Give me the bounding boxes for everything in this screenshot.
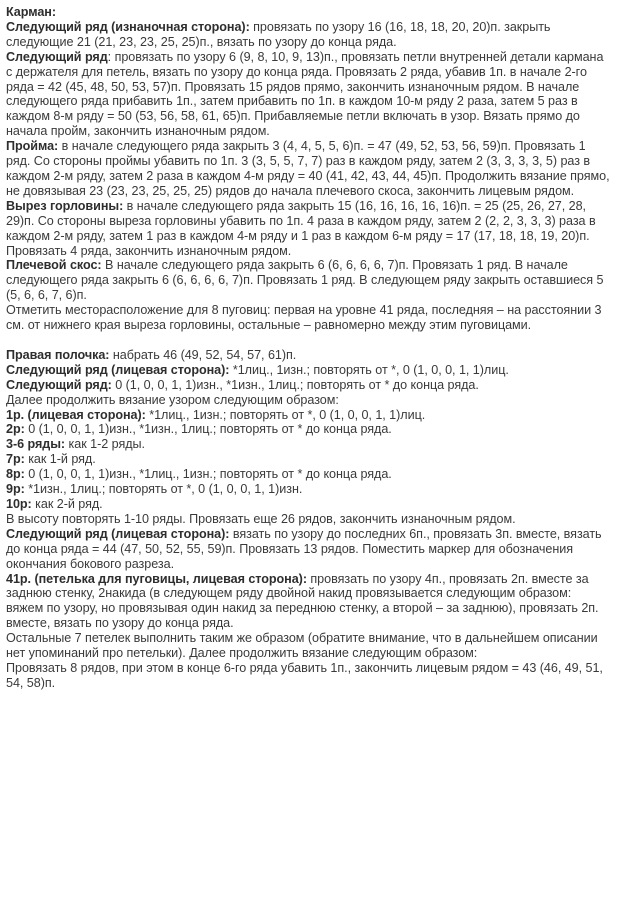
section-spacer <box>6 333 610 348</box>
paragraph: Остальные 7 петелек выполнить таким же образом (обратите внимание, что в дальнейшем описании нет упоминаний про петельки). Далее продолжить вязание следующим образом: <box>6 631 598 661</box>
paragraph: Следующий ряд (изнаночная сторона): провязать по узору 16 (16, 18, 18, 20, 20)п. закрыть следующие 21 (21, 23, 23, 25, 25)п., вязать по узору до конца ряда. <box>6 19 551 49</box>
paragraph-row: 3-6 ряды: как 1-2 ряды. <box>6 437 145 452</box>
paragraph: Следующий ряд: 0 (1, 0, 0, 1, 1)изн., *1изн., 1лиц.; повторять от * до конца ряда. <box>6 377 479 392</box>
paragraph-row: 2р: 0 (1, 0, 0, 1, 1)изн., *1изн., 1лиц.; повторять от * до конца ряда. <box>6 422 392 437</box>
paragraph: Вырез горловины: в начале следующего ряда закрыть 15 (16, 16, 16, 16, 16)п. = 25 (25, 26, 27, 28, 29)п. Со стороны выреза горловины убавить по 1п. 4 раза в каждом ряду, затем 2 (2, 2, 3, 3, 3) раза в каждом 2-м ряду, затем 1 раз в каждом 4-м ряду и 1 раз в каждом 6-м ряду = 17 (17, 18, 18, 19, 20)п. Провязать 4 ряда, закончить изнаночным рядом. <box>6 198 596 258</box>
paragraph: Далее продолжить вязание узором следующим образом: <box>6 392 339 407</box>
paragraph-row: 8р: 0 (1, 0, 0, 1, 1)изн., *1лиц., 1изн.; повторять от * до конца ряда. <box>6 467 392 482</box>
paragraph: Следующий ряд: провязать по узору 6 (9, 8, 10, 9, 13)п., провязать петли внутренней детали кармана с держателя для петель, вязать по узору до конца ряда. Провязать 2 ряда, убавив 1п. в начале 2-го ряда = 42 (45, 48, 50, 53, 57)п. Провязать 15 рядов прямо, закончить изнаночным рядом. В начале следующего ряда прибавить 1п., затем прибавить по 1п. в каждом 10-м ряду 2 раза, затем 5 раз в каждом 8-м ряду = 50 (53, 56, 58, 61, 65)п. Прибавляемые петли включать в узор. Вязать прямо до начала пройм, закончить изнаночным рядом. <box>6 49 604 139</box>
paragraph: Отметить месторасположение для 8 пуговиц: первая на уровне 41 ряда, последняя – на расстоянии 3 см. от нижнего края выреза горловины, остальные – равномерно между этим пуговицами. <box>6 303 602 333</box>
paragraph: Следующий ряд (лицевая сторона): *1лиц., 1изн.; повторять от *, 0 (1, 0, 0, 1, 1)лиц. <box>6 362 509 377</box>
paragraph: Плечевой скос: В начале следующего ряда закрыть 6 (6, 6, 6, 6, 7)п. Провязать 1 ряд. В начале следующего ряда закрыть 6 (6, 6, 6, 6, 7)п. Провязать 1 ряд. В следующем ряду закрыть оставшиеся 5 (5, 6, 6, 7, 6)п. <box>6 258 604 303</box>
paragraph-pocket-heading: Карман: <box>6 5 56 19</box>
paragraph: Пройма: в начале следующего ряда закрыть 3 (4, 4, 5, 5, 6)п. = 47 (49, 52, 53, 56, 59)п. Провязать 1 ряд. Со стороны проймы убавить по 1п. 3 (3, 5, 5, 7, 7) раз в каждом ряду, затем 2 (3, 3, 3, 3, 5) раз в каждом 2-м ряду, затем 2 раза в каждом 4-м ряду = 40 (41, 42, 43, 44, 45)п. Продолжить вязание прямо, не довязывая 23 (23, 23, 25, 25, 25) рядов до начала плечевого скоса, закончить лицевым рядом. <box>6 139 610 198</box>
paragraph-row: 1р. (лицевая сторона): *1лиц., 1изн.; повторять от *, 0 (1, 0, 0, 1, 1)лиц. <box>6 407 426 422</box>
paragraph: Следующий ряд (лицевая сторона): вязать по узору до последних 6п., провязать 3п. вместе, вязать до конца ряда = 44 (47, 50, 52, 55, 59)п. Провязать 13 рядов. Поместить маркер для обозначения окончания бокового разреза. <box>6 526 602 571</box>
paragraph: 41р. (петелька для пуговицы, лицевая сторона): провязать по узору 4п., провязать 2п. вместе за заднюю стенку, 2накида (в следующем ряду двойной накид провязывается следующим образом: вяжем по узору, но провязывая один накид за переднюю стенку, а второй – за заднюю), провязать 2п. вместе, вязать по узору до конца ряда. <box>6 571 599 631</box>
paragraph: Провязать 8 рядов, при этом в конце 6-го ряда убавить 1п., закончить лицевым рядом = 43 (46, 49, 51, 54, 58)п. <box>6 660 603 690</box>
paragraph-row: 7р: как 1-й ряд. <box>6 452 96 467</box>
paragraph-row: 10р: как 2-й ряд. <box>6 497 103 511</box>
paragraph-row: 9р: *1изн., 1лиц.; повторять от *, 0 (1, 0, 0, 1, 1)изн. <box>6 482 303 497</box>
paragraph: В высоту повторять 1-10 ряды. Провязать еще 26 рядов, закончить изнаночным рядом. <box>6 511 516 526</box>
paragraph-right-front-heading: Правая полочка: набрать 46 (49, 52, 54, 57, 61)п. <box>6 347 297 362</box>
